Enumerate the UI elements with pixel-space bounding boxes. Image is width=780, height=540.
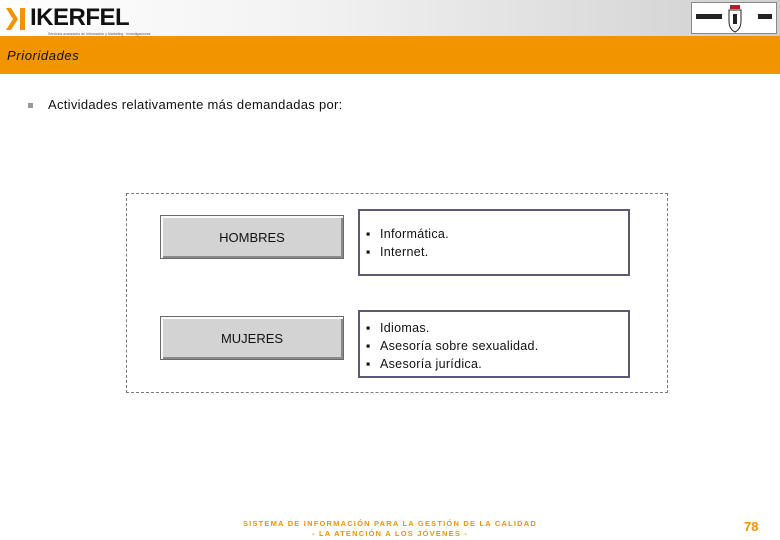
list-item: ▪ Idiomas. — [366, 321, 430, 335]
square-bullet-icon — [28, 103, 33, 108]
municipality-badge — [691, 2, 777, 34]
ikerfel-logo — [6, 6, 166, 36]
badge-year — [758, 14, 772, 19]
logo-name: IKERFEL — [30, 4, 130, 31]
men-label-box — [160, 215, 344, 259]
chevron-logo-icon — [6, 8, 18, 30]
footer — [230, 519, 550, 539]
footer-line-2: - LA ATENCIÓN A LOS JÓVENES - — [311, 529, 469, 538]
list-item: ▪ Internet. — [366, 245, 429, 259]
header-bar — [0, 0, 780, 36]
logo-bar — [20, 8, 25, 30]
footer-line-1: SISTEMA DE INFORMACIÓN PARA LA GESTIÓN DE LA CALIDAD — [242, 519, 538, 528]
list-item: ▪ Informática. — [366, 227, 449, 241]
badge-label — [696, 14, 722, 19]
women-label: MUJERES — [220, 330, 284, 346]
women-activities-box — [358, 310, 630, 378]
men-activities-list — [366, 225, 628, 261]
women-label-box — [160, 316, 344, 360]
coat-of-arms-icon — [727, 5, 743, 33]
page-number: 78 — [744, 519, 759, 534]
men-label: HOMBRES — [219, 229, 285, 245]
section-title: Prioridades — [7, 48, 80, 63]
intro-text: Actividades relativamente más demandadas por: — [48, 97, 343, 112]
title-band — [0, 36, 780, 74]
women-activities-list — [366, 319, 628, 373]
logo-tagline: Servicios avanzados de Información y Marketing · Investigaciones — [48, 32, 151, 36]
list-item: ▪ Asesoría jurídica. — [366, 357, 482, 371]
list-item: ▪ Asesoría sobre sexualidad. — [366, 339, 539, 353]
men-activities-box — [358, 209, 630, 276]
